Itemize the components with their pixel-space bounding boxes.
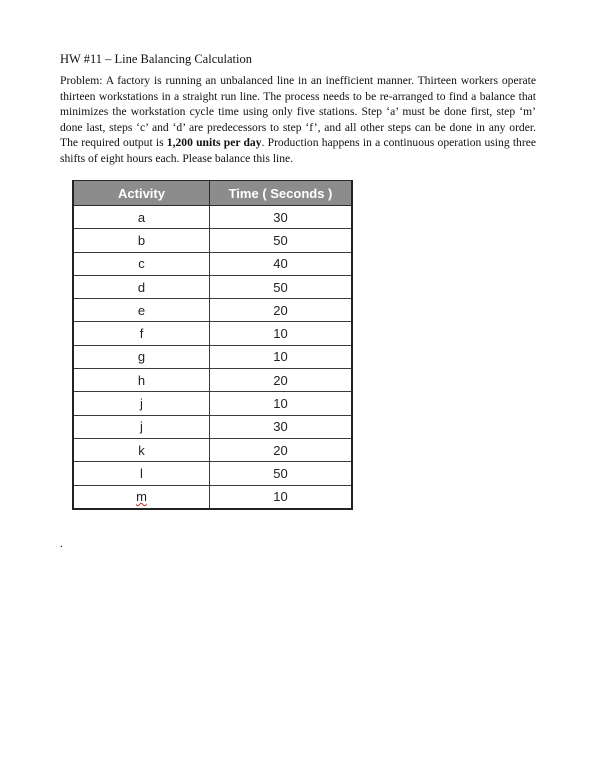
time-cell: 50 <box>210 462 353 485</box>
time-cell: 10 <box>210 345 353 368</box>
table-row <box>73 206 352 229</box>
time-cell: 20 <box>210 369 353 392</box>
activity-cell: l <box>73 462 210 485</box>
problem-text-end: . Production happens in a continuous operation using three shifts of eight hours each. Please balance this line. <box>60 136 536 165</box>
activity-cell: j <box>73 392 210 415</box>
time-cell: 10 <box>210 322 353 345</box>
document-title: HW #11 – Line Balancing Calculation <box>60 52 252 66</box>
time-cell: 20 <box>210 299 353 322</box>
table-row <box>73 252 352 275</box>
activity-time-table <box>72 180 353 510</box>
table-header-row <box>73 181 352 206</box>
activity-cell: k <box>73 438 210 461</box>
table-row <box>73 229 352 252</box>
activity-column-header: Activity <box>73 181 210 206</box>
table-row <box>73 415 352 438</box>
table-row <box>73 275 352 298</box>
time-cell: 40 <box>210 252 353 275</box>
activity-cell: j <box>73 415 210 438</box>
time-column-header: Time ( Seconds ) <box>210 181 353 206</box>
activity-cell: h <box>73 369 210 392</box>
problem-text-start: Problem: A factory is running an unbalanced line in an inefficient manner. Thirteen workers operate thirteen workstations in a straight run line. The process needs to be re-arranged to find a balance that minimizes the workstation cycle time using only five stations. Step ‘a’ must be done first, step ‘m’ done last, steps ‘c’ and ‘d’ are predecessors to step ‘f’, and all other steps can be done in any order. The required output is <box>60 74 536 150</box>
activity-cell: c <box>73 252 210 275</box>
time-cell: 50 <box>210 275 353 298</box>
table-row <box>73 485 352 509</box>
activity-cell: g <box>73 345 210 368</box>
activity-cell: m <box>73 485 210 509</box>
table-row <box>73 299 352 322</box>
activity-cell: b <box>73 229 210 252</box>
table-row <box>73 438 352 461</box>
problem-statement <box>60 73 536 167</box>
trailing-period: . <box>60 538 63 550</box>
time-cell: 30 <box>210 415 353 438</box>
activity-cell: a <box>73 206 210 229</box>
time-cell: 20 <box>210 438 353 461</box>
time-cell: 30 <box>210 206 353 229</box>
activity-cell: d <box>73 275 210 298</box>
table-row <box>73 369 352 392</box>
time-cell: 50 <box>210 229 353 252</box>
table-row <box>73 322 352 345</box>
table-row <box>73 462 352 485</box>
time-cell: 10 <box>210 392 353 415</box>
required-output-emphasis: 1,200 units per day <box>166 136 262 150</box>
time-cell: 10 <box>210 485 353 509</box>
activity-cell: e <box>73 299 210 322</box>
activity-cell: f <box>73 322 210 345</box>
table-row <box>73 345 352 368</box>
table-row <box>73 392 352 415</box>
